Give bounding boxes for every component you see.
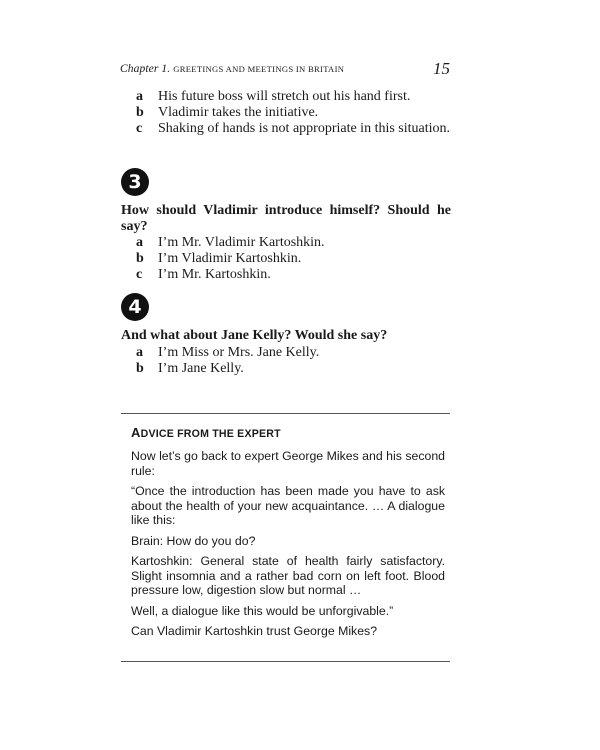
advice-paragraph: “Once the introduction has been made you have to ask about the health of your new acquaintance. … A dialogue like this: bbox=[131, 484, 445, 527]
advice-paragraph: Now let’s go back to expert George Mikes and his second rule: bbox=[131, 449, 445, 478]
page-number: 15 bbox=[433, 59, 450, 78]
option-letter: b bbox=[136, 251, 144, 266]
option-text: I’m Mr. Kartoshkin. bbox=[158, 267, 271, 282]
advice-paragraph: Well, a dialogue like this would be unforgivable.” bbox=[131, 603, 394, 618]
advice-top-rule bbox=[121, 413, 450, 414]
chapter-title: GREETINGS AND MEETINGS IN BRITAIN bbox=[173, 64, 345, 74]
option-letter: c bbox=[136, 267, 143, 282]
option-2b bbox=[136, 105, 456, 121]
option-2a bbox=[136, 89, 456, 105]
option-text: Vladimir takes the initiative. bbox=[158, 105, 319, 120]
chapter-heading bbox=[120, 63, 344, 75]
advice-box bbox=[131, 426, 445, 645]
question-4-number-badge: 4 bbox=[121, 293, 149, 321]
advice-paragraph: Can Vladimir Kartoshkin trust George Mikes? bbox=[131, 624, 378, 638]
option-text: I’m Miss or Mrs. Jane Kelly. bbox=[158, 345, 320, 360]
advice-paragraph: Kartoshkin: General state of health fairly satisfactory. Slight insomnia and a rather bad corn on left foot. Blood pressure low, digestion slow but normal … bbox=[131, 554, 445, 597]
question-3-number-badge: 3 bbox=[121, 168, 149, 196]
running-head bbox=[120, 61, 450, 81]
option-letter: a bbox=[136, 89, 143, 104]
option-2c bbox=[136, 121, 456, 137]
advice-bottom-rule bbox=[121, 661, 450, 662]
question-4-options bbox=[136, 345, 456, 377]
option-text: I’m Jane Kelly. bbox=[158, 361, 244, 376]
option-text: Shaking of hands is not appropriate in this situation. bbox=[158, 121, 451, 136]
question-2-options bbox=[136, 89, 456, 137]
question-3-text: How should Vladimir introduce himself? Should he say? bbox=[121, 203, 451, 234]
option-text: I’m Mr. Vladimir Kartoshkin. bbox=[158, 235, 325, 250]
option-text: I’m Vladimir Kartoshkin. bbox=[158, 251, 302, 266]
option-3b bbox=[136, 251, 456, 267]
option-4b bbox=[136, 361, 456, 377]
option-letter: c bbox=[136, 121, 143, 136]
option-letter: a bbox=[136, 345, 143, 360]
question-4-text: And what about Jane Kelly? Would she say? bbox=[121, 328, 388, 343]
chapter-label: Chapter 1. bbox=[120, 63, 171, 75]
option-letter: a bbox=[136, 235, 143, 250]
option-3a bbox=[136, 235, 456, 251]
option-text: His future boss will stretch out his hand first. bbox=[158, 89, 411, 104]
advice-paragraph: Brain: How do you do? bbox=[131, 533, 256, 548]
advice-title-rest: DVICE FROM THE EXPERT bbox=[140, 428, 281, 440]
option-3c bbox=[136, 267, 456, 283]
advice-title bbox=[131, 426, 445, 441]
question-3-options bbox=[136, 235, 456, 283]
advice-title-initial: A bbox=[131, 425, 141, 440]
option-letter: b bbox=[136, 105, 144, 120]
option-letter: b bbox=[136, 361, 144, 376]
option-4a bbox=[136, 345, 456, 361]
